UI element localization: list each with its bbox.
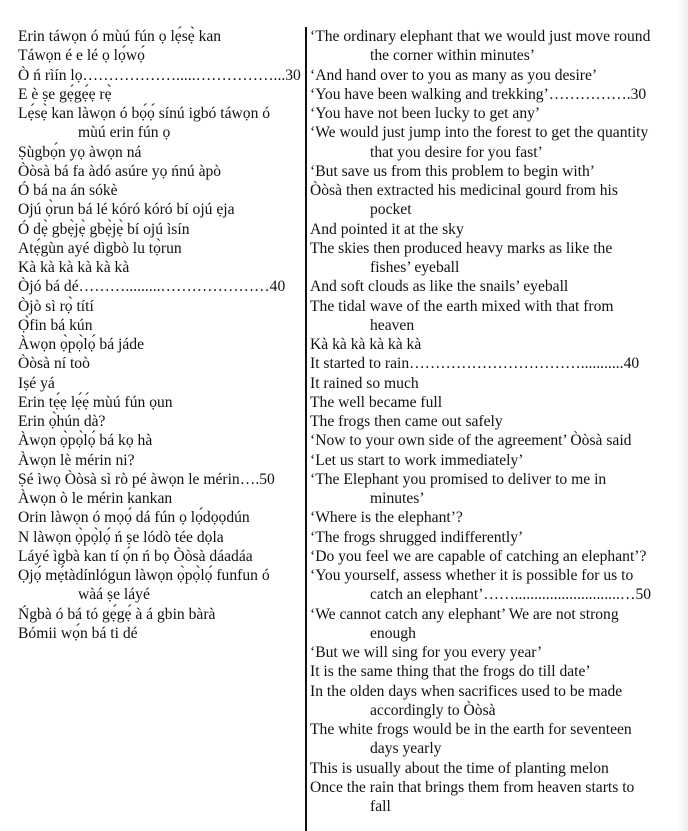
english-verse-line bbox=[310, 354, 680, 373]
yoruba-verse-line bbox=[18, 85, 302, 104]
english-verse-line bbox=[310, 682, 680, 721]
yoruba-verse-line bbox=[18, 470, 302, 489]
english-verse-line-continuation: accordingly to Òòsà bbox=[370, 701, 496, 719]
english-verse-line bbox=[310, 374, 680, 393]
yoruba-verse-line-text: Kà kà kà kà kà kà bbox=[18, 259, 130, 276]
yoruba-verse-line bbox=[18, 624, 302, 643]
yoruba-verse-line-text: Àwọn ò le mérin kankan bbox=[18, 490, 173, 507]
yoruba-verse-line-text: Erin táwọn ó mùú fún ọ lẹ́sẹ̀ kan bbox=[18, 28, 222, 45]
column-divider bbox=[305, 27, 307, 831]
yoruba-verse-line bbox=[18, 181, 302, 200]
english-verse-line bbox=[310, 470, 680, 509]
yoruba-verse-line-text: Iṣé yá bbox=[18, 374, 55, 392]
english-verse-line bbox=[310, 508, 680, 527]
english-verse-line-continuation: heaven bbox=[370, 316, 415, 334]
english-verse-line bbox=[310, 778, 680, 817]
english-verse-line-text: ‘But save us from this problem to begin with’ bbox=[310, 162, 595, 180]
english-verse-line-text: ‘Now to your own side of the agreement’ Òòsà said bbox=[310, 432, 632, 450]
yoruba-verse-line-text: Ojú ọ̀run bá lé kóró kóró bí ojú ẹja bbox=[18, 201, 235, 219]
english-verse-line-text: Once the rain that brings them from heaven starts to bbox=[310, 778, 635, 796]
english-translation-column bbox=[310, 27, 680, 816]
yoruba-verse-line-text: Ọjọ́ mẹ́tàdínlógun làwọn ọ̀pọ̀lọ́ funfun ó bbox=[18, 567, 270, 584]
english-verse-line bbox=[310, 412, 680, 431]
yoruba-verse-line bbox=[18, 143, 302, 162]
yoruba-verse-line-text: Bómii wọ́n bá ti dé bbox=[18, 624, 138, 642]
english-verse-line bbox=[310, 66, 680, 85]
yoruba-verse-line-text: Táwọn é e lé ọ lọ́wọ́ bbox=[18, 47, 145, 65]
yoruba-verse-line bbox=[18, 297, 302, 316]
english-verse-line bbox=[310, 605, 680, 644]
english-verse-line-continuation: days yearly bbox=[370, 740, 442, 758]
english-verse-line bbox=[310, 220, 680, 239]
english-verse-line bbox=[310, 566, 680, 605]
english-verse-line-text: ‘We cannot catch any elephant’ We are not strong bbox=[310, 605, 619, 623]
english-verse-line-continuation: pocket bbox=[370, 201, 412, 219]
english-verse-line-text: ‘You have been walking and trekking’…………….30 bbox=[310, 85, 647, 103]
yoruba-verse-line bbox=[18, 489, 302, 508]
english-verse-line-continuation: catch an elephant’……...........................…50 bbox=[370, 586, 652, 604]
yoruba-verse-line-text: Ńgbà ó bá tó gẹ́gẹ́ à á gbin bàrà bbox=[18, 605, 216, 623]
yoruba-verse-line bbox=[18, 547, 302, 566]
yoruba-verse-line bbox=[18, 220, 302, 239]
english-verse-line-text: ‘Let us start to work immediately’ bbox=[310, 451, 524, 469]
english-verse-line-continuation: fall bbox=[370, 798, 391, 815]
yoruba-verse-line-text: N làwọn ọ̀pọ̀lọ́ ń ṣe lódò tée dọla bbox=[18, 528, 224, 546]
english-verse-line-text: The well became full bbox=[310, 393, 443, 411]
english-verse-line-text: It started to rain……………………………...........40 bbox=[310, 355, 640, 373]
yoruba-verse-line-text: Ó dẹ̀ gbẹ̀jẹ̀ gbẹ̀jẹ̀ bí ojú ìsín bbox=[18, 220, 190, 238]
yoruba-verse-line bbox=[18, 66, 302, 85]
english-verse-line bbox=[310, 759, 680, 778]
english-verse-line bbox=[310, 431, 680, 450]
english-verse-line bbox=[310, 104, 680, 123]
yoruba-verse-line bbox=[18, 412, 302, 431]
english-verse-line-continuation: enough bbox=[370, 624, 416, 642]
english-verse-line-text: ‘The frogs shrugged indifferently’ bbox=[310, 528, 524, 546]
english-verse-line bbox=[310, 662, 680, 681]
english-verse-line-text: And soft clouds as like the snails’ eyeball bbox=[310, 278, 569, 296]
yoruba-verse-line-text: Erin tẹ́ẹ lẹ́ẹ́ mùú fún ọun bbox=[18, 393, 173, 411]
english-verse-line bbox=[310, 162, 680, 181]
yoruba-verse-line bbox=[18, 605, 302, 624]
english-verse-line-text: ‘You yourself, assess whether it is possible for us to bbox=[310, 567, 634, 584]
english-verse-line-text: In the olden days when sacrifices used to be made bbox=[310, 682, 623, 700]
yoruba-verse-line bbox=[18, 200, 302, 219]
english-verse-line-text: ‘Where is the elephant’? bbox=[310, 509, 463, 527]
page-edge-shadow bbox=[677, 0, 688, 831]
yoruba-verse-line-text: Ó bá na án sókè bbox=[18, 182, 118, 199]
yoruba-verse-line-text: Orin làwọn ó mọọ́ dá fún ọ lọ́dọọdún bbox=[18, 509, 250, 527]
english-verse-line bbox=[310, 393, 680, 412]
yoruba-verse-line bbox=[18, 528, 302, 547]
yoruba-verse-line bbox=[18, 162, 302, 181]
yoruba-verse-line-text: Òjò sì rọ̀ títí bbox=[18, 297, 94, 315]
english-verse-line-text: The white frogs would be in the earth for seventeen bbox=[310, 721, 632, 738]
english-verse-line bbox=[310, 297, 680, 336]
yoruba-verse-line bbox=[18, 431, 302, 450]
english-verse-line bbox=[310, 239, 680, 278]
yoruba-verse-line bbox=[18, 27, 302, 46]
english-verse-line-continuation: minutes’ bbox=[370, 490, 425, 507]
yoruba-verse-line bbox=[18, 566, 302, 605]
yoruba-verse-line-text: Àwọn lè mérin ni? bbox=[18, 451, 135, 469]
yoruba-verse-line bbox=[18, 277, 302, 296]
english-verse-line bbox=[310, 181, 680, 220]
yoruba-verse-line-text: Àwọn ọ̀pọ̀lọ́ bá jáde bbox=[18, 336, 145, 353]
english-verse-line-text: It rained so much bbox=[310, 374, 419, 392]
english-verse-line bbox=[310, 27, 680, 66]
yoruba-verse-line-text: Lẹ́sẹ̀ kan làwọn ó bọ́ọ́ sínú igbó táwọn ó bbox=[18, 105, 271, 122]
yoruba-verse-line-continuation: wàá ṣe láyé bbox=[78, 586, 150, 604]
yoruba-verse-line-text: Òòsà ní toò bbox=[18, 355, 90, 373]
english-verse-line-text: The frogs then came out safely bbox=[310, 413, 503, 430]
english-verse-line bbox=[310, 277, 680, 296]
yoruba-verse-line bbox=[18, 258, 302, 277]
english-verse-line bbox=[310, 720, 680, 759]
english-verse-line-continuation: fishes’ eyeball bbox=[370, 259, 460, 276]
yoruba-verse-line-text: Òjó bá dé……….........…………………40 bbox=[18, 278, 286, 296]
english-verse-line-text: It is the same thing that the frogs do till date’ bbox=[310, 663, 591, 681]
english-verse-line-text: And pointed it at the sky bbox=[310, 220, 464, 238]
yoruba-verse-line-text: Ò ń rìín lọ……………….....……………...30 bbox=[18, 66, 301, 84]
yoruba-verse-line bbox=[18, 335, 302, 354]
english-verse-line bbox=[310, 451, 680, 470]
yoruba-verse-line-text: Láyé ìgbà kan tí ọ́n ń bọ Òòsà dáadáa bbox=[18, 547, 253, 565]
yoruba-verse-line-text: Àwọn ọ̀pọ̀lọ́ bá kọ hà bbox=[18, 432, 153, 450]
yoruba-verse-line-text: Ọ̀fin bá kún bbox=[18, 316, 93, 334]
english-verse-line-text: Òòsà then extracted his medicinal gourd from his bbox=[310, 182, 618, 199]
english-verse-line-text: The tidal wave of the earth mixed with that from bbox=[310, 297, 614, 315]
yoruba-verse-line bbox=[18, 374, 302, 393]
yoruba-verse-line-text: Atẹ́gùn ayé dìgbò lu tọ̀run bbox=[18, 239, 182, 257]
yoruba-verse-line bbox=[18, 239, 302, 258]
yoruba-verse-line bbox=[18, 46, 302, 65]
english-verse-line-text: ‘You have not been lucky to get any’ bbox=[310, 105, 541, 122]
english-verse-line-text: ‘We would just jump into the forest to get the quantity bbox=[310, 124, 649, 142]
english-verse-line-text: ‘Do you feel we are capable of catching an elephant’? bbox=[310, 547, 647, 565]
yoruba-text-column bbox=[18, 27, 302, 643]
yoruba-verse-line-text: Òòsà bá fa àdó asúre yọ ńnú àpò bbox=[18, 162, 222, 180]
yoruba-verse-line bbox=[18, 316, 302, 335]
yoruba-verse-line-text: Erin ọ̀hún dà? bbox=[18, 413, 106, 430]
yoruba-verse-line-text: Ṣé ìwọ Òòsà sì rò pé àwọn le mérin….50 bbox=[18, 470, 275, 488]
english-verse-line bbox=[310, 643, 680, 662]
english-verse-line bbox=[310, 85, 680, 104]
yoruba-verse-line bbox=[18, 104, 302, 143]
english-verse-line-text: ‘But we will sing for you every year’ bbox=[310, 644, 543, 661]
english-verse-line-text: ‘And hand over to you as many as you desire’ bbox=[310, 66, 598, 84]
yoruba-verse-line bbox=[18, 508, 302, 527]
yoruba-verse-line bbox=[18, 393, 302, 412]
english-verse-line-text: ‘The Elephant you promised to deliver to me in bbox=[310, 470, 607, 488]
english-verse-line bbox=[310, 528, 680, 547]
english-verse-line-continuation: the corner within minutes’ bbox=[370, 47, 535, 65]
english-verse-line-text: The skies then produced heavy marks as like the bbox=[310, 239, 613, 257]
yoruba-verse-line-text: E è ṣe gẹ́gẹ́ẹ rẹ̀ bbox=[18, 85, 112, 103]
english-verse-line-text: Kà kà kà kà kà kà bbox=[310, 336, 422, 353]
english-verse-line-text: This is usually about the time of planting melon bbox=[310, 759, 609, 777]
yoruba-verse-line-text: Ṣùgbọ́n yọ àwọn ná bbox=[18, 143, 142, 161]
english-verse-line bbox=[310, 123, 680, 162]
english-verse-line bbox=[310, 335, 680, 354]
english-verse-line-continuation: that you desire for you fast’ bbox=[370, 143, 543, 161]
yoruba-verse-line bbox=[18, 354, 302, 373]
yoruba-verse-line bbox=[18, 451, 302, 470]
english-verse-line bbox=[310, 547, 680, 566]
yoruba-verse-line-continuation: mùú erin fún ọ bbox=[78, 124, 171, 142]
english-verse-line-text: ‘The ordinary elephant that we would just move round bbox=[310, 28, 651, 45]
